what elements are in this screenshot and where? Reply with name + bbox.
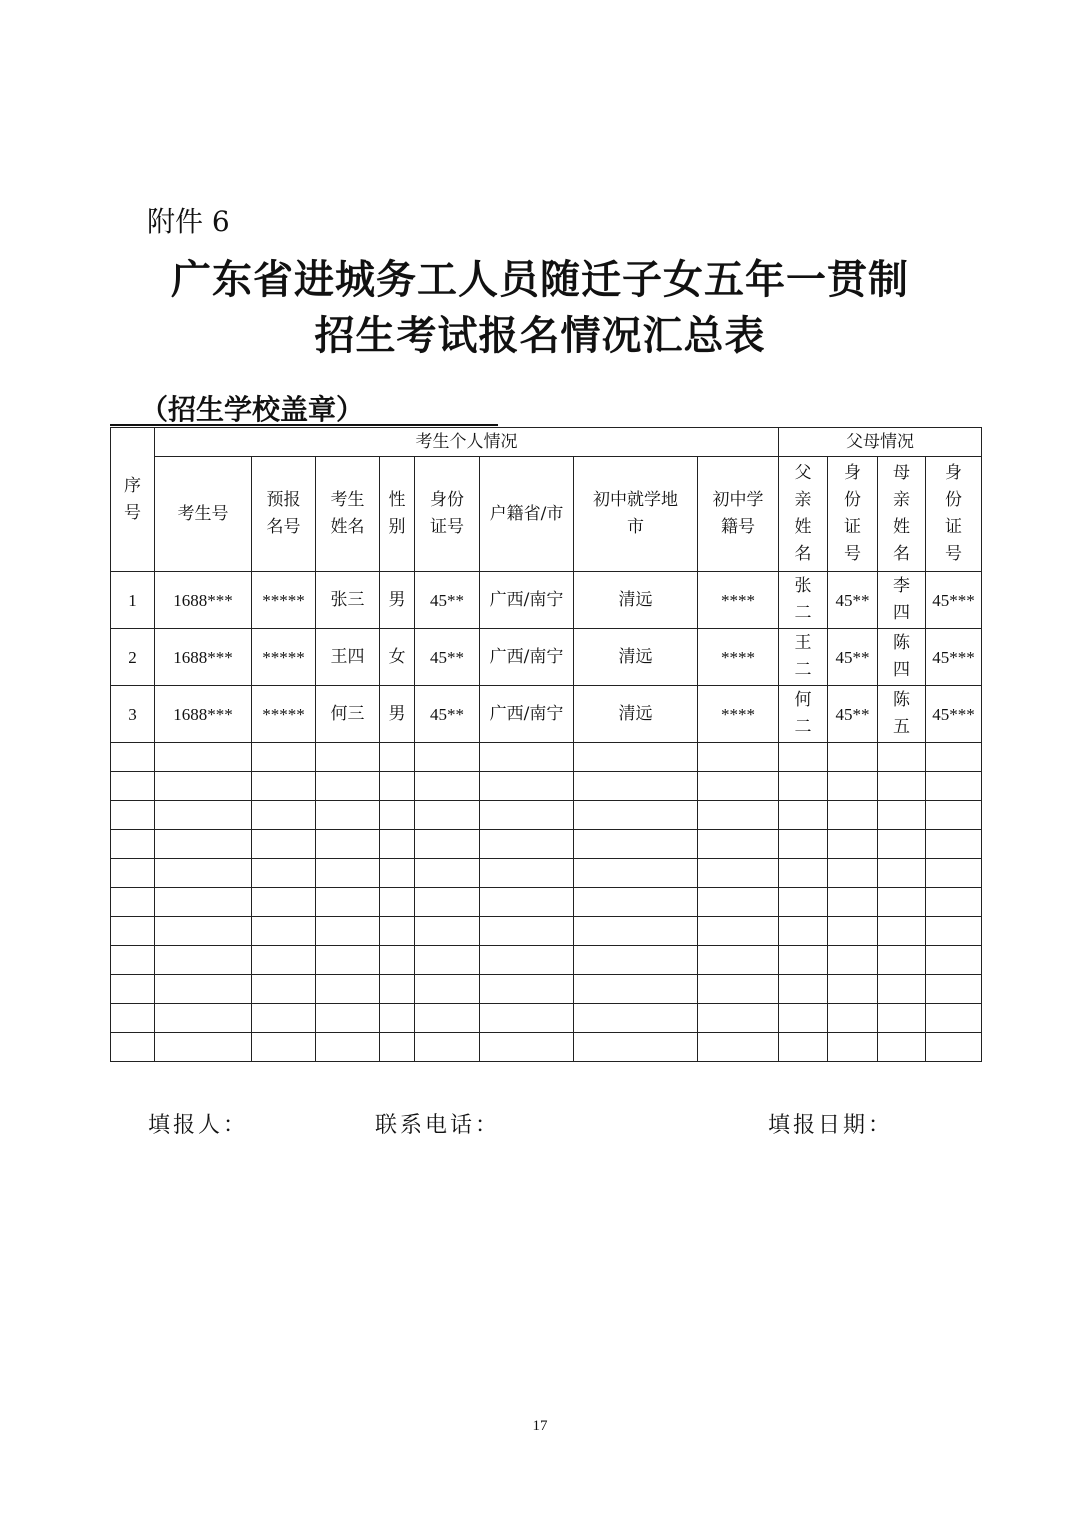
- empty-cell: [480, 946, 574, 975]
- cell-mother-name: 陈四: [878, 629, 926, 686]
- empty-cell: [252, 859, 316, 888]
- cell-hukou: 广西/南宁: [480, 572, 574, 629]
- empty-cell: [574, 1004, 698, 1033]
- empty-cell: [878, 888, 926, 917]
- empty-cell: [415, 859, 480, 888]
- cell-mother-name: 陈五: [878, 686, 926, 743]
- empty-cell: [926, 830, 982, 859]
- table-row: [111, 686, 982, 743]
- empty-row: [111, 975, 982, 1004]
- empty-cell: [415, 888, 480, 917]
- empty-cell: [252, 1033, 316, 1062]
- empty-cell: [415, 830, 480, 859]
- empty-row: [111, 830, 982, 859]
- cell-id-no: 45**: [415, 686, 480, 743]
- empty-cell: [316, 946, 380, 975]
- empty-cell: [415, 772, 480, 801]
- empty-cell: [155, 975, 252, 1004]
- empty-cell: [380, 859, 415, 888]
- empty-cell: [415, 743, 480, 772]
- empty-cell: [698, 1033, 779, 1062]
- cell-school-reg: ****: [698, 572, 779, 629]
- empty-cell: [252, 888, 316, 917]
- empty-cell: [779, 830, 828, 859]
- empty-cell: [111, 772, 155, 801]
- empty-cell: [111, 917, 155, 946]
- empty-cell: [828, 888, 878, 917]
- empty-cell: [779, 772, 828, 801]
- empty-cell: [926, 946, 982, 975]
- header-group-row: [111, 428, 982, 457]
- empty-cell: [252, 743, 316, 772]
- registration-summary-table: [110, 427, 982, 1062]
- cell-seq: 3: [111, 686, 155, 743]
- empty-cell: [480, 830, 574, 859]
- empty-cell: [828, 975, 878, 1004]
- cell-pre-no: *****: [252, 686, 316, 743]
- empty-cell: [878, 1033, 926, 1062]
- header-exam-no: 考生号: [155, 457, 252, 572]
- cell-exam-no: 1688***: [155, 572, 252, 629]
- empty-cell: [480, 1033, 574, 1062]
- empty-cell: [878, 830, 926, 859]
- empty-cell: [926, 975, 982, 1004]
- empty-cell: [574, 743, 698, 772]
- empty-cell: [415, 975, 480, 1004]
- empty-cell: [828, 946, 878, 975]
- header-school-city: 初中就学地市: [574, 457, 698, 572]
- empty-cell: [828, 1033, 878, 1062]
- empty-cell: [252, 1004, 316, 1033]
- header-school-reg: 初中学籍号: [698, 457, 779, 572]
- cell-mother-name: 李四: [878, 572, 926, 629]
- empty-cell: [574, 772, 698, 801]
- cell-hukou: 广西/南宁: [480, 686, 574, 743]
- empty-cell: [926, 772, 982, 801]
- empty-cell: [316, 1033, 380, 1062]
- cell-school-city: 清远: [574, 686, 698, 743]
- cell-father-name: 张二: [779, 572, 828, 629]
- empty-cell: [252, 975, 316, 1004]
- empty-cell: [779, 917, 828, 946]
- stamp-label: （招生学校盖章）: [140, 393, 365, 426]
- cell-father-id: 45**: [828, 686, 878, 743]
- empty-cell: [415, 801, 480, 830]
- empty-cell: [111, 743, 155, 772]
- empty-cell: [926, 743, 982, 772]
- empty-cell: [111, 1004, 155, 1033]
- empty-cell: [155, 1004, 252, 1033]
- empty-cell: [828, 743, 878, 772]
- empty-cell: [252, 801, 316, 830]
- header-name: 考生姓名: [316, 457, 380, 572]
- header-seq: 序号: [111, 428, 155, 572]
- empty-cell: [316, 743, 380, 772]
- empty-cell: [574, 859, 698, 888]
- empty-cell: [380, 888, 415, 917]
- empty-cell: [252, 917, 316, 946]
- header-column-row: [111, 457, 982, 572]
- empty-cell: [926, 917, 982, 946]
- empty-cell: [878, 772, 926, 801]
- empty-cell: [828, 801, 878, 830]
- empty-cell: [698, 743, 779, 772]
- empty-cell: [380, 772, 415, 801]
- cell-pre-no: *****: [252, 572, 316, 629]
- header-group-personal: 考生个人情况: [155, 428, 779, 457]
- cell-gender: 女: [380, 629, 415, 686]
- empty-cell: [480, 743, 574, 772]
- cell-seq: 2: [111, 629, 155, 686]
- cell-father-id: 45**: [828, 572, 878, 629]
- empty-cell: [878, 917, 926, 946]
- empty-cell: [828, 917, 878, 946]
- empty-cell: [111, 946, 155, 975]
- cell-name: 何三: [316, 686, 380, 743]
- phone-label: 联系电话：: [375, 1113, 501, 1138]
- empty-cell: [698, 946, 779, 975]
- empty-cell: [574, 801, 698, 830]
- cell-school-reg: ****: [698, 629, 779, 686]
- document-title-line-1: 广东省进城务工人员随迁子女五年一贯制: [171, 256, 909, 303]
- cell-name: 王四: [316, 629, 380, 686]
- empty-row: [111, 1004, 982, 1033]
- empty-cell: [698, 801, 779, 830]
- empty-cell: [380, 1033, 415, 1062]
- empty-cell: [480, 801, 574, 830]
- empty-cell: [155, 859, 252, 888]
- empty-cell: [111, 830, 155, 859]
- empty-cell: [316, 772, 380, 801]
- cell-id-no: 45**: [415, 629, 480, 686]
- header-father-id: 身份证号: [828, 457, 878, 572]
- header-hukou: 户籍省/市: [480, 457, 574, 572]
- cell-hukou: 广西/南宁: [480, 629, 574, 686]
- empty-cell: [155, 917, 252, 946]
- empty-cell: [316, 888, 380, 917]
- empty-row: [111, 772, 982, 801]
- empty-cell: [779, 801, 828, 830]
- header-mother-id: 身份证号: [926, 457, 982, 572]
- cell-id-no: 45**: [415, 572, 480, 629]
- empty-cell: [111, 801, 155, 830]
- empty-cell: [252, 946, 316, 975]
- empty-cell: [574, 888, 698, 917]
- empty-cell: [316, 830, 380, 859]
- empty-row: [111, 946, 982, 975]
- empty-cell: [828, 859, 878, 888]
- empty-cell: [380, 946, 415, 975]
- empty-cell: [779, 975, 828, 1004]
- empty-cell: [316, 801, 380, 830]
- empty-cell: [926, 888, 982, 917]
- empty-cell: [155, 830, 252, 859]
- empty-cell: [878, 946, 926, 975]
- empty-cell: [878, 1004, 926, 1033]
- cell-father-name: 王二: [779, 629, 828, 686]
- empty-cell: [380, 917, 415, 946]
- empty-cell: [415, 946, 480, 975]
- cell-mother-id: 45***: [926, 629, 982, 686]
- attachment-label: 附件 6: [147, 205, 230, 238]
- empty-cell: [574, 830, 698, 859]
- empty-cell: [155, 1033, 252, 1062]
- empty-cell: [779, 1004, 828, 1033]
- empty-row: [111, 743, 982, 772]
- empty-cell: [698, 772, 779, 801]
- header-group-parents: 父母情况: [779, 428, 982, 457]
- empty-cell: [316, 1004, 380, 1033]
- cell-school-reg: ****: [698, 686, 779, 743]
- empty-cell: [316, 859, 380, 888]
- empty-cell: [878, 975, 926, 1004]
- stamp-underline: [110, 424, 498, 426]
- empty-cell: [698, 1004, 779, 1033]
- empty-cell: [828, 772, 878, 801]
- cell-mother-id: 45***: [926, 686, 982, 743]
- empty-row: [111, 1033, 982, 1062]
- empty-cell: [926, 1004, 982, 1033]
- empty-row: [111, 801, 982, 830]
- empty-cell: [574, 946, 698, 975]
- empty-cell: [698, 830, 779, 859]
- empty-cell: [111, 1033, 155, 1062]
- cell-gender: 男: [380, 686, 415, 743]
- empty-cell: [480, 888, 574, 917]
- empty-cell: [380, 743, 415, 772]
- empty-cell: [779, 743, 828, 772]
- cell-father-name: 何二: [779, 686, 828, 743]
- date-label: 填报日期：: [768, 1113, 894, 1138]
- empty-cell: [574, 917, 698, 946]
- empty-cell: [380, 801, 415, 830]
- cell-name: 张三: [316, 572, 380, 629]
- cell-father-id: 45**: [828, 629, 878, 686]
- empty-cell: [111, 859, 155, 888]
- empty-cell: [415, 917, 480, 946]
- empty-cell: [316, 917, 380, 946]
- filler-label: 填报人：: [148, 1113, 249, 1138]
- empty-cell: [480, 917, 574, 946]
- cell-school-city: 清远: [574, 629, 698, 686]
- empty-cell: [111, 888, 155, 917]
- table-row: [111, 629, 982, 686]
- empty-cell: [252, 772, 316, 801]
- empty-cell: [698, 888, 779, 917]
- empty-cell: [926, 859, 982, 888]
- empty-cell: [155, 772, 252, 801]
- empty-cell: [574, 975, 698, 1004]
- empty-cell: [878, 743, 926, 772]
- header-gender: 性别: [380, 457, 415, 572]
- empty-cell: [380, 1004, 415, 1033]
- empty-cell: [415, 1033, 480, 1062]
- empty-cell: [480, 772, 574, 801]
- empty-cell: [480, 975, 574, 1004]
- empty-cell: [480, 1004, 574, 1033]
- empty-cell: [480, 859, 574, 888]
- document-title-line-2: 招生考试报名情况汇总表: [314, 312, 766, 359]
- empty-cell: [828, 830, 878, 859]
- empty-row: [111, 917, 982, 946]
- cell-exam-no: 1688***: [155, 629, 252, 686]
- empty-cell: [926, 1033, 982, 1062]
- empty-cell: [878, 859, 926, 888]
- empty-cell: [779, 888, 828, 917]
- empty-cell: [155, 888, 252, 917]
- header-id-no: 身份证号: [415, 457, 480, 572]
- empty-cell: [155, 946, 252, 975]
- cell-school-city: 清远: [574, 572, 698, 629]
- header-mother-name: 母亲姓名: [878, 457, 926, 572]
- empty-cell: [878, 801, 926, 830]
- empty-cell: [698, 975, 779, 1004]
- empty-cell: [926, 801, 982, 830]
- table-row: [111, 572, 982, 629]
- page-number: 17: [532, 1418, 548, 1434]
- empty-cell: [828, 1004, 878, 1033]
- empty-cell: [698, 917, 779, 946]
- cell-exam-no: 1688***: [155, 686, 252, 743]
- empty-cell: [155, 801, 252, 830]
- empty-cell: [380, 830, 415, 859]
- cell-seq: 1: [111, 572, 155, 629]
- header-pre-no: 预报名号: [252, 457, 316, 572]
- empty-cell: [779, 859, 828, 888]
- empty-cell: [155, 743, 252, 772]
- empty-cell: [779, 946, 828, 975]
- empty-cell: [316, 975, 380, 1004]
- empty-cell: [111, 975, 155, 1004]
- empty-cell: [779, 1033, 828, 1062]
- cell-gender: 男: [380, 572, 415, 629]
- empty-cell: [574, 1033, 698, 1062]
- header-father-name: 父亲姓名: [779, 457, 828, 572]
- empty-cell: [698, 859, 779, 888]
- empty-row: [111, 888, 982, 917]
- empty-row: [111, 859, 982, 888]
- empty-cell: [252, 830, 316, 859]
- empty-cell: [380, 975, 415, 1004]
- cell-pre-no: *****: [252, 629, 316, 686]
- cell-mother-id: 45***: [926, 572, 982, 629]
- empty-cell: [415, 1004, 480, 1033]
